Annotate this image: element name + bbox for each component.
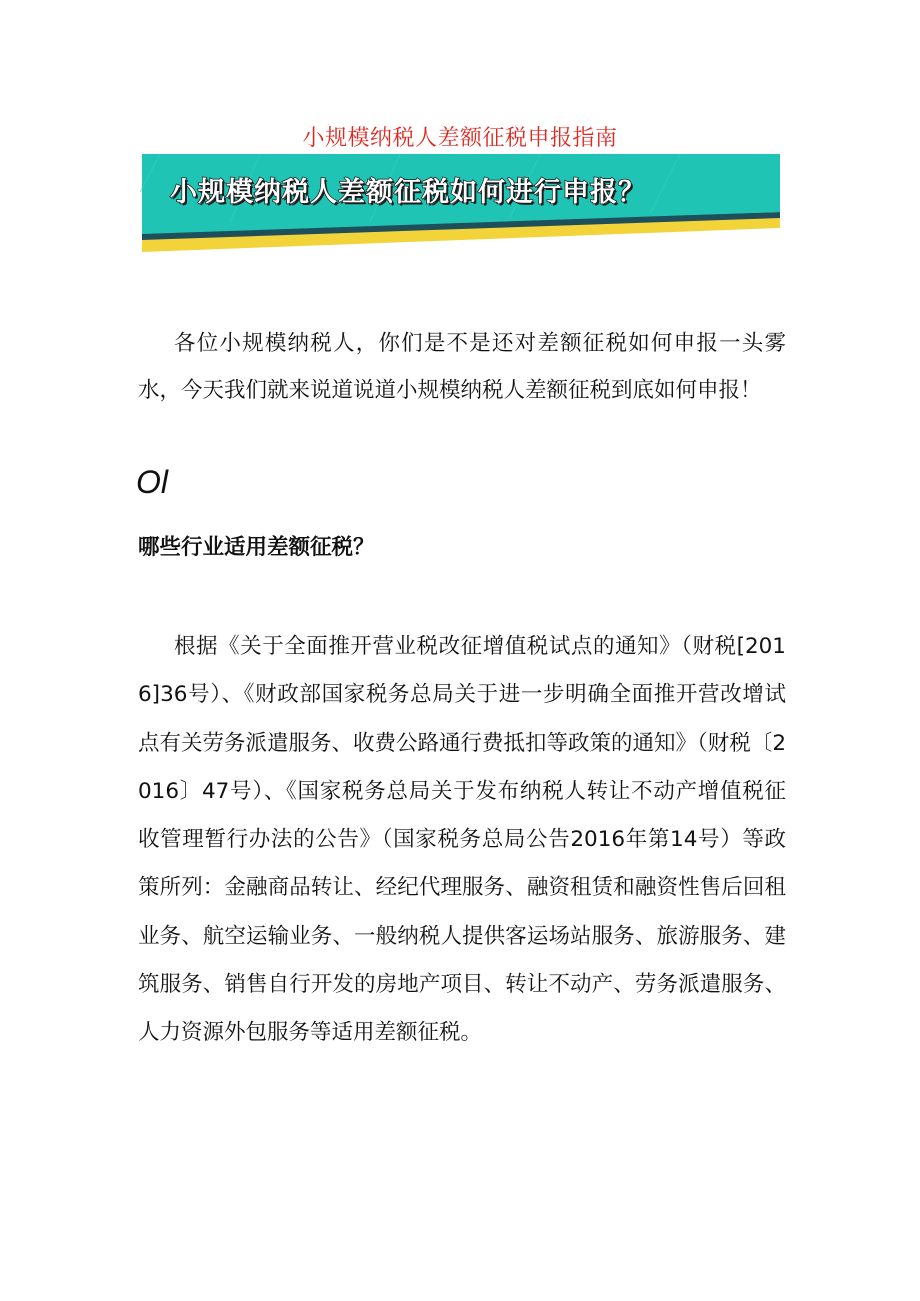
intro-paragraph: 各位小规模纳税人，你们是不是还对差额征税如何申报一头雾水，今天我们就来说道说道小规模纳税人差额征税到底如何申报！ — [138, 331, 786, 403]
section-number: Ol — [136, 464, 168, 500]
body-paragraph: 根据《关于全面推开营业税改征增值税试点的通知》（财税[2016]36号）、《财政部国家税务总局关于进一步明确全面推开营改增试点有关劳务派遣服务、收费公路通行费抵扣等政策的通知》（财税〔2016〕47号）、《国家税务总局关于发布纳税人转让不动产增值税征收管理暂行办法的公告》（国家税务总局公告2016年第14号）等政策所列：金融商品转让、经纪代理服务、融资租赁和融资性售后回租业务、航空运输业务、一般纳税人提供客运场站服务、旅游服务、建筑服务、销售自行开发的房地产项目、转让不动产、劳务派遣服务、人力资源外包服务等适用差额征税。 — [138, 634, 786, 1046]
banner-image — [140, 152, 782, 254]
banner-heading: 小规模纳税人差额征税如何进行申报？ — [170, 177, 646, 208]
document-title: 小规模纳税人差额征税申报指南 — [302, 126, 618, 151]
section-heading: 哪些行业适用差额征税？ — [138, 535, 375, 560]
